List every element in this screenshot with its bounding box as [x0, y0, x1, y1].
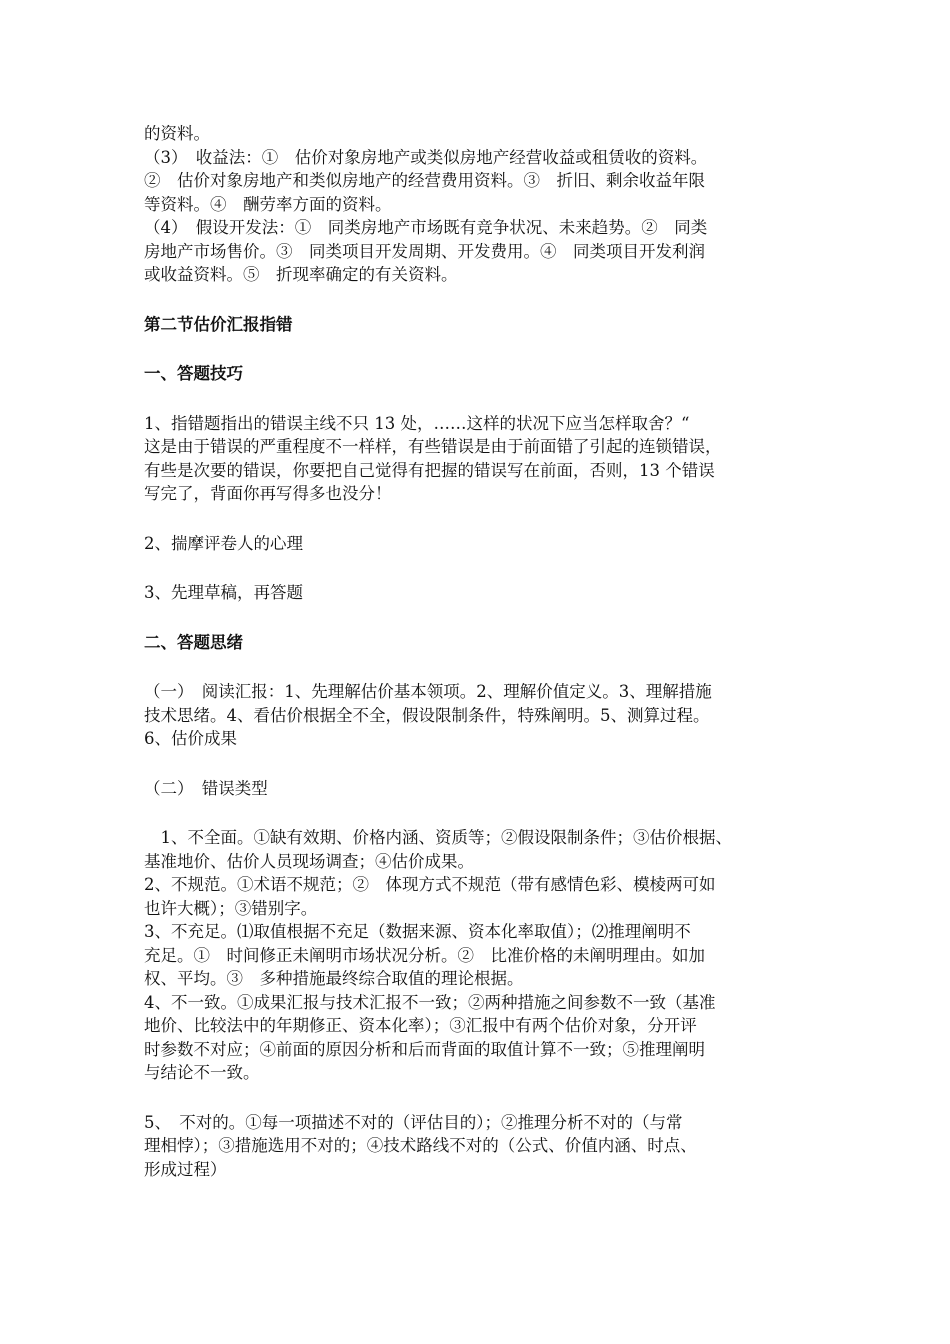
- skills-paragraph-2: 2、揣摩评卷人的心理: [144, 533, 303, 553]
- text-line: 与结论不一致。: [144, 1063, 260, 1082]
- text-line: （4） 假设开发法：① 同类房地产市场既有竞争状况、未来趋势。② 同类: [144, 218, 708, 237]
- text-line: 2、不规范。①术语不规范；② 体现方式不规范（带有感情色彩、模棱两可如: [144, 875, 716, 894]
- text-line: 1、不全面。①缺有效期、价格内涵、资质等；②假设限制条件；③估价根据、: [144, 828, 732, 847]
- text-line: 理相悖）；③措施选用不对的；④技术路线不对的（公式、价值内涵、时点、: [144, 1136, 697, 1155]
- text-line: 房地产市场售价。③ 同类项目开发周期、开发费用。④ 同类项目开发利润: [144, 241, 705, 261]
- text-line: 3、不充足。⑴取值根据不充足（数据来源、资本化率取值）；⑵推理阐明不: [144, 922, 691, 941]
- spacer: [144, 555, 816, 581]
- spacer: [144, 506, 816, 532]
- text-line: 有些是次要的错误，你要把自己觉得有把握的错误写在前面，否则，13 个错误: [144, 460, 715, 480]
- spacer: [144, 287, 816, 313]
- spacer: [144, 654, 816, 680]
- text-line: 等资料。④ 酬劳率方面的资料。: [144, 194, 392, 214]
- text-line: 5、 不对的。①每一项描述不对的（评估目的）；②推理分析不对的（与常: [144, 1112, 683, 1132]
- text-line: 6、估价成果: [144, 729, 237, 748]
- subsection-heading-skills: 一、答题技巧: [144, 364, 243, 383]
- text-line: 4、不一致。①成果汇报与技术汇报不一致；②两种措施之间参数不一致（基准: [144, 992, 716, 1012]
- text-line: 充足。① 时间修正未阐明市场状况分析。② 比准价格的未阐明理由。如加: [144, 945, 705, 965]
- text-line: 基准地价、估价人员现场调查；④估价成果。: [144, 851, 474, 871]
- skills-paragraph-1: [144, 412, 816, 506]
- text-line: 或收益资料。⑤ 折现率确定的有关资料。: [144, 265, 458, 284]
- error-types-list: [144, 826, 816, 1085]
- section1-paragraph: [144, 122, 816, 287]
- text-line: 这是由于错误的严重程度不一样样，有些错误是由于前面错了引起的连锁错误，: [144, 437, 722, 456]
- spacer: [144, 1085, 816, 1111]
- text-line: ② 估价对象房地产和类似房地产的经营费用资料。③ 折旧、剩余收益年限: [144, 171, 705, 190]
- text-line: 技术思绪。4、看估价根据全不全，假设限制条件，特殊阐明。5、测算过程。: [144, 705, 710, 725]
- text-line: 1、指错题指出的错误主线不只 13 处，……这样的状况下应当怎样取舍？“: [144, 413, 690, 433]
- text-line: 写完了，背面你再写得多也没分！: [144, 484, 392, 503]
- text-line: 形成过程）: [144, 1159, 227, 1179]
- text-line: 地价、比较法中的年期修正、资本化率）；③汇报中有两个估价对象，分开评: [144, 1016, 697, 1035]
- text-line: 时参数不对应；④前面的原因分析和后而背面的取值计算不一致；⑤推理阐明: [144, 1039, 705, 1059]
- error-type-5: [144, 1111, 816, 1182]
- spacer: [144, 386, 816, 412]
- text-line: 的资料。: [144, 124, 210, 143]
- spacer: [144, 800, 816, 826]
- skills-paragraph-3: 3、先理草稿，再答题: [144, 583, 303, 602]
- spacer: [144, 605, 816, 631]
- section-heading: 第二节估价汇报指错: [144, 314, 293, 334]
- text-line: （一） 阅读汇报：1、先理解估价基本领项。2、理解价值定义。3、理解措施: [144, 682, 712, 701]
- text-line: （3） 收益法：① 估价对象房地产或类似房地产经营收益或租赁收的资料。: [144, 147, 708, 167]
- spacer: [144, 751, 816, 777]
- error-types-title: （二） 错误类型: [144, 778, 268, 798]
- reading-paragraph: [144, 680, 816, 751]
- document-body: [144, 122, 816, 1181]
- spacer: [144, 336, 816, 362]
- text-line: 也许大概）；③错别字。: [144, 898, 318, 918]
- subsection-heading-thinking: 二、答题思绪: [144, 632, 243, 652]
- text-line: 权、平均。③ 多种措施最终综合取值的理论根据。: [144, 969, 524, 988]
